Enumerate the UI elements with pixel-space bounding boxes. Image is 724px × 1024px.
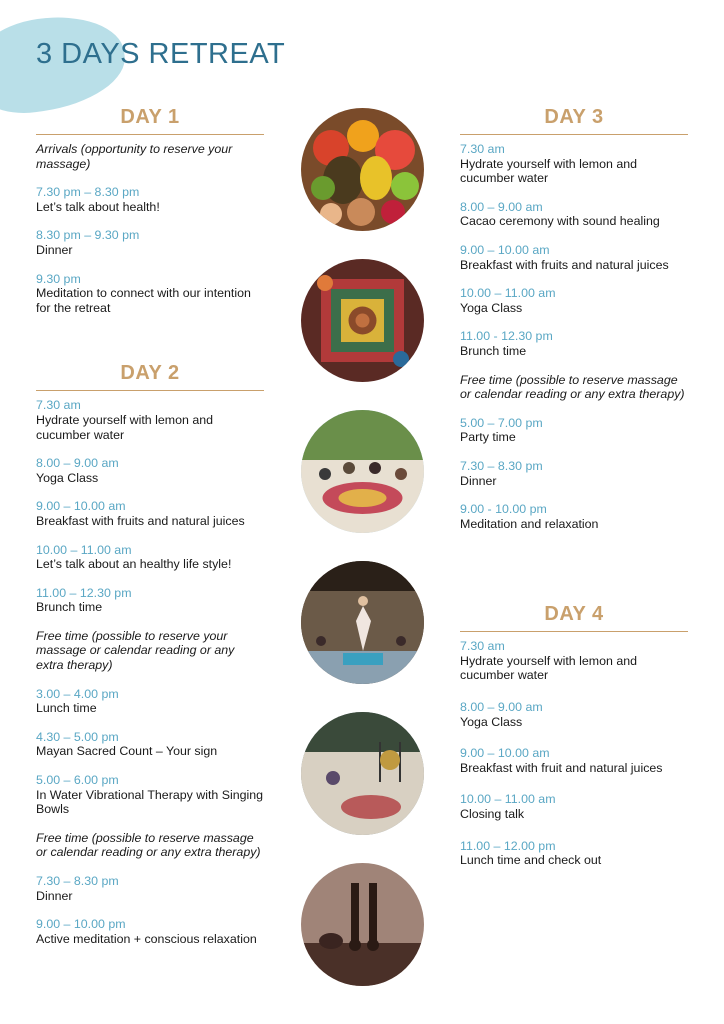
schedule-item — [460, 700, 688, 729]
schedule-time: 7.30 – 8.30 pm — [460, 458, 543, 473]
schedule-item — [460, 639, 688, 683]
beach-circle-photo — [301, 410, 424, 533]
schedule-desc: Dinner — [36, 242, 73, 257]
day4-heading: DAY 4 — [460, 603, 688, 632]
schedule-time: 4.30 – 5.00 pm — [36, 729, 119, 744]
schedule-item — [36, 543, 264, 572]
schedule-time: 11.00 - 12.30 pm — [460, 329, 553, 344]
schedule-item — [460, 502, 688, 531]
schedule-time: 9.00 – 10.00 pm — [36, 917, 126, 932]
schedule-time: 9.00 - 10.00 pm — [460, 502, 547, 517]
schedule-desc: Yoga Class — [460, 714, 523, 729]
free-time-note: Free time (possible to reserve massage or calendar reading or any extra therapy) — [460, 372, 685, 402]
schedule-desc: Lunch time — [36, 701, 97, 716]
schedule-desc: Breakfast with fruits and natural juices — [36, 513, 245, 528]
schedule-time: 7.30 – 8.30 pm — [36, 874, 119, 888]
fruits-photo — [301, 108, 424, 231]
schedule-time: 8.00 – 9.00 am — [460, 199, 543, 214]
schedule-desc: Party time — [460, 430, 516, 445]
schedule-desc: Meditation and relaxation — [460, 516, 599, 531]
schedule-time: 8.00 – 9.00 am — [36, 456, 119, 471]
page-title: 3 DAYS RETREAT — [36, 38, 286, 70]
schedule-item — [36, 228, 264, 257]
schedule-desc: In Water Vibrational Therapy with Singing Bowls — [36, 787, 264, 817]
schedule-time: 9.30 pm — [36, 271, 81, 286]
schedule-desc: Hydrate yourself with lemon and cucumber water — [460, 653, 637, 683]
schedule-item — [460, 746, 688, 775]
schedule-desc: Breakfast with fruit and natural juices — [460, 760, 663, 775]
schedule-desc: Meditation to connect with our intention for the retreat — [36, 286, 251, 315]
schedule-desc: Let’s talk about an healthy life style! — [36, 557, 232, 572]
day2-heading: DAY 2 — [36, 362, 264, 391]
schedule-time: 7.30 am — [460, 639, 505, 654]
schedule-time: 9.00 – 10.00 am — [460, 746, 550, 761]
schedule-time: 7.30 am — [460, 142, 505, 156]
schedule-desc: Yoga Class — [460, 300, 523, 315]
schedule-time: 10.00 – 11.00 am — [460, 286, 556, 301]
day1-heading: DAY 1 — [36, 106, 264, 135]
left-column — [36, 106, 264, 960]
schedule-item — [36, 398, 264, 442]
gong-sound-healing-photo — [301, 712, 424, 835]
schedule-time: 10.00 – 11.00 am — [36, 542, 132, 557]
schedule-time: 11.00 – 12.00 pm — [460, 838, 556, 853]
schedule-desc: Hydrate yourself with lemon and cucumber water — [36, 412, 213, 442]
schedule-item — [36, 456, 264, 485]
schedule-time: 11.00 – 12.30 pm — [36, 585, 132, 600]
schedule-desc: Active meditation + conscious relaxation — [36, 931, 257, 946]
ceremony-altar-photo — [301, 259, 424, 382]
schedule-item — [460, 459, 688, 488]
schedule-item — [36, 586, 264, 615]
schedule-time: 10.00 – 11.00 am — [460, 792, 556, 807]
schedule-item — [36, 499, 264, 528]
schedule-desc: Mayan Sacred Count – Your sign — [36, 744, 218, 759]
schedule-item — [36, 874, 264, 903]
schedule-time: 5.00 – 7.00 pm — [460, 415, 543, 430]
schedule-time: 7.30 pm – 8.30 pm — [36, 185, 140, 200]
schedule-desc: Brunch time — [36, 600, 103, 615]
day1-arrivals-note: Arrivals (opportunity to reserve your massage) — [36, 142, 233, 171]
right-column — [460, 106, 688, 882]
schedule-item — [36, 687, 264, 716]
schedule-desc: Cacao ceremony with sound healing — [460, 214, 660, 229]
schedule-time: 8.00 – 9.00 am — [460, 700, 543, 715]
schedule-item — [36, 185, 264, 214]
schedule-item — [36, 730, 264, 759]
headstand-silhouette-photo — [301, 863, 424, 986]
schedule-time: 5.00 – 6.00 pm — [36, 773, 119, 788]
schedule-desc: Dinner — [36, 888, 73, 903]
schedule-desc: Closing talk — [460, 807, 525, 822]
yoga-class-photo — [301, 561, 424, 684]
schedule-desc: Breakfast with fruits and natural juices — [460, 257, 669, 272]
schedule-desc: Dinner — [460, 473, 497, 488]
schedule-desc: Let’s talk about health! — [36, 199, 160, 214]
free-time-note: Free time (possible to reserve your massage or calendar reading or any extra therapy) — [36, 628, 235, 673]
schedule-item — [36, 272, 264, 316]
schedule-item — [460, 286, 688, 315]
schedule-item — [460, 200, 688, 229]
day3-heading: DAY 3 — [460, 106, 688, 135]
schedule-item — [460, 243, 688, 272]
schedule-time: 8.30 pm – 9.30 pm — [36, 228, 140, 243]
schedule-desc: Hydrate yourself with lemon and cucumber water — [460, 156, 637, 186]
schedule-desc: Brunch time — [460, 343, 527, 358]
schedule-item — [36, 917, 264, 946]
free-time-note: Free time (possible to reserve massage or calendar reading or any extra therapy) — [36, 830, 261, 860]
schedule-time: 7.30 am — [36, 398, 81, 413]
schedule-desc: Lunch time and check out — [460, 853, 602, 868]
schedule-desc: Yoga Class — [36, 470, 99, 485]
schedule-time: 9.00 – 10.00 am — [36, 499, 126, 514]
schedule-item — [460, 329, 688, 358]
schedule-item — [460, 142, 688, 186]
schedule-time: 3.00 – 4.00 pm — [36, 686, 119, 701]
schedule-item — [36, 773, 264, 817]
schedule-item — [460, 839, 688, 868]
schedule-item — [460, 416, 688, 445]
schedule-time: 9.00 – 10.00 am — [460, 242, 550, 257]
schedule-item — [460, 792, 688, 821]
